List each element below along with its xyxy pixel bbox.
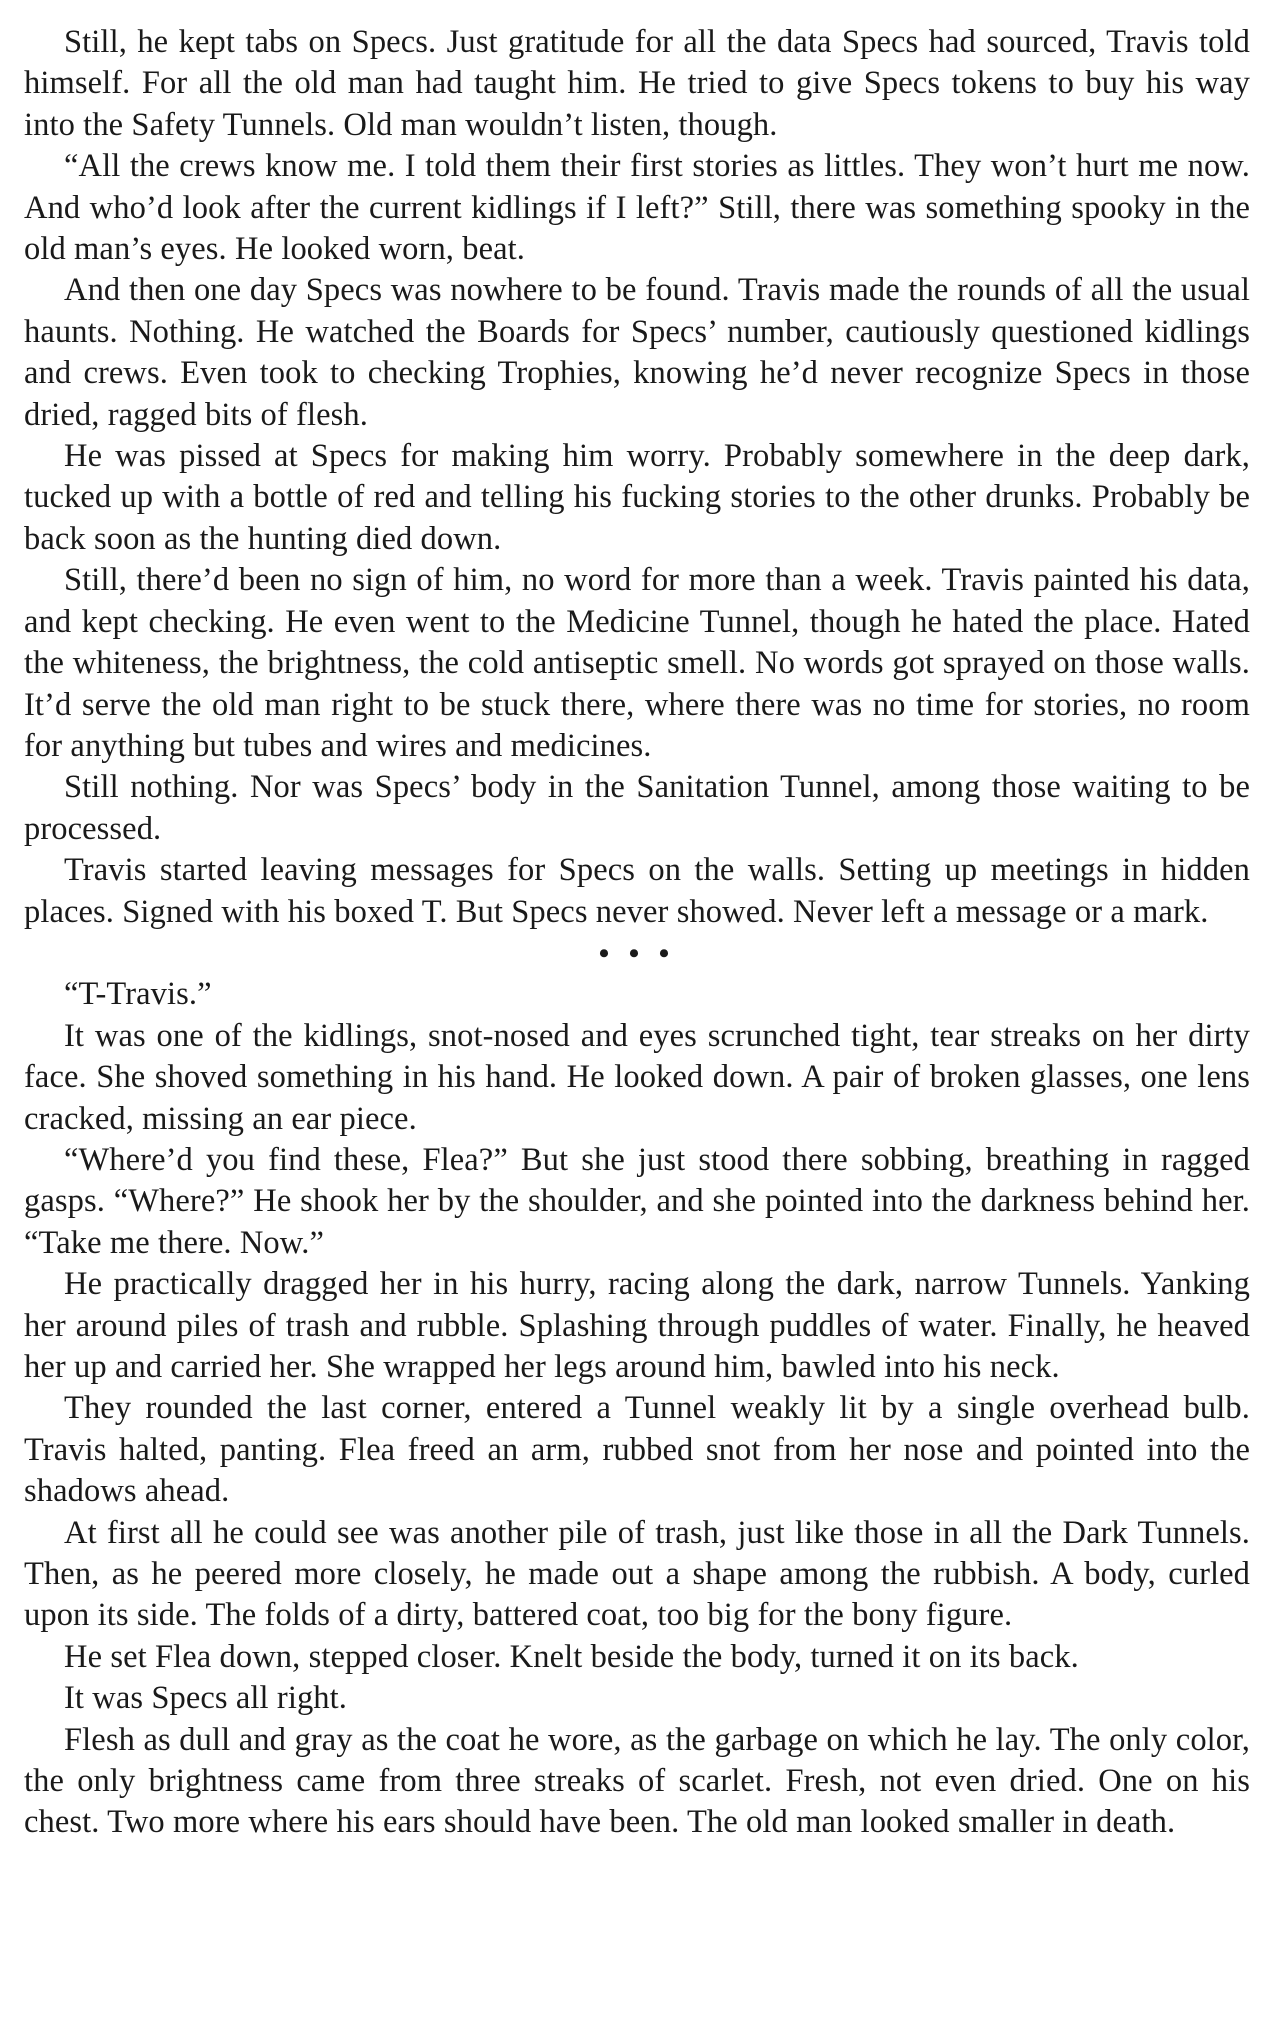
book-page [24,22,1250,1844]
paragraph: Travis started leaving messages for Specs on the walls. Setting up meetings in hidden places. Signed with his boxed T. But Specs never showed. Never left a message or a mark. [24,852,1250,930]
paragraph: Still nothing. Nor was Specs’ body in the Sanitation Tunnel, among those waiting to be processed. [24,769,1250,847]
paragraph: Still, he kept tabs on Specs. Just gratitude for all the data Specs had sourced, Travis told himself. For all the old man had taught him. He tried to give Specs tokens to buy his way into the Safety Tunnels. Old man wouldn’t listen, though. [24,24,1250,143]
paragraph: At first all he could see was another pile of trash, just like those in all the Dark Tunnels. Then, as he peered more closely, he made out a shape among the rubbish. A body, curled upon its side. The folds of a dirty, battered coat, too big for the bony figure. [24,1514,1250,1634]
paragraph: “All the crews know me. I told them their first stories as littles. They won’t hurt me now. And who’d look after the current kidlings if I left?” Still, there was something spooky in the old man’s eyes. He looked worn, beat. [24,148,1250,268]
paragraph: “T-Travis.” [64,976,212,1013]
paragraph: He was pissed at Specs for making him worry. Probably somewhere in the deep dark, tucked up with a bottle of red and telling his fucking stories to the other drunks. Probably be back soon as the hunting died down. [24,438,1250,557]
paragraph: Still, there’d been no sign of him, no word for more than a week. Travis painted his data, and kept checking. He even went to the Medicine Tunnel, though he hated the place. Hated the whiteness, the brightness, the cold antiseptic smell. No words got sprayed on those walls. It’d serve the old man right to be stuck there, where there was no time for stories, no room for anything but tubes and wires and medicines. [24,562,1250,764]
paragraph: He set Flea down, stepped closer. Knelt beside the body, turned it on its back. [64,1638,1079,1675]
paragraph: And then one day Specs was nowhere to be found. Travis made the rounds of all the usual haunts. Nothing. He watched the Boards for Specs’ number, cautiously questioned kidlings and crews. Even took to checking Trophies, knowing he’d never recognize Specs in those dried, ragged bits of flesh. [24,272,1250,433]
scene-break: • • • [598,936,676,970]
paragraph: It was one of the kidlings, snot-nosed and eyes scrunched tight, tear streaks on her dirty face. She shoved something in his hand. He looked down. A pair of broken glasses, one lens cracked, missing an ear piece. [24,1017,1250,1137]
paragraph: “Where’d you find these, Flea?” But she just stood there sobbing, breathing in ragged gasps. “Where?” He shook her by the shoulder, and she pointed into the darkness behind her. “Take me there. Now.” [24,1141,1250,1261]
paragraph: It was Specs all right. [64,1680,348,1717]
paragraph: They rounded the last corner, entered a Tunnel weakly lit by a single overhead bulb. Travis halted, panting. Flea freed an arm, rubbed snot from her nose and pointed into the shadows ahead. [24,1390,1250,1510]
paragraph: He practically dragged her in his hurry, racing along the dark, narrow Tunnels. Yanking her around piles of trash and rubble. Splashing through puddles of water. Finally, he heaved her up and carried her. She wrapped her legs around him, bawled into his neck. [24,1266,1250,1385]
paragraph: Flesh as dull and gray as the coat he wore, as the garbage on which he lay. The only color, the only brightness came from three streaks of scarlet. Fresh, not even dried. One on his chest. Two more where his ears should have been. The old man looked smaller in death. [24,1721,1250,1841]
